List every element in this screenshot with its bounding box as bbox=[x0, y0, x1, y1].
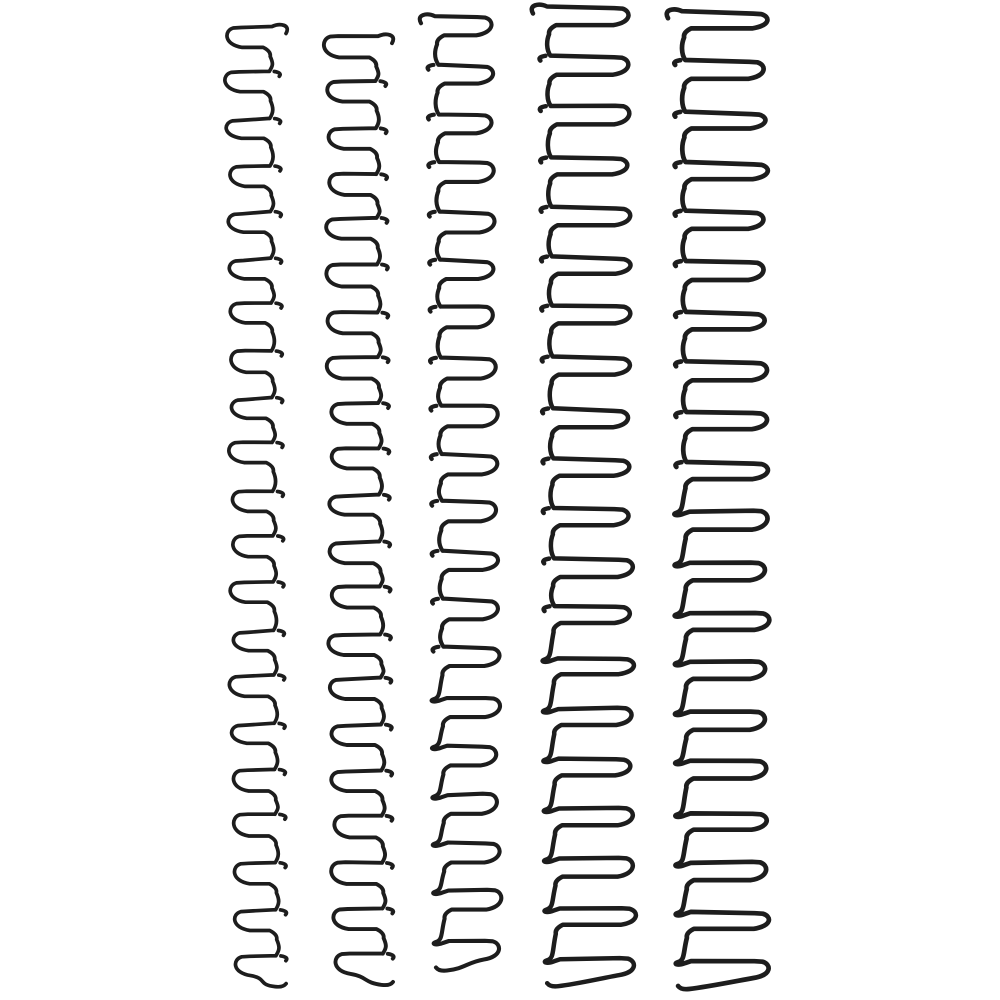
wire-comb-path bbox=[532, 5, 636, 987]
wire-comb-path bbox=[225, 25, 287, 987]
wire-comb-path bbox=[324, 34, 394, 985]
wire-binding-comb-1 bbox=[225, 25, 287, 987]
wire-binding-comb-4 bbox=[532, 5, 636, 987]
wire-binding-comb-2 bbox=[324, 34, 394, 985]
wire-comb-path bbox=[420, 14, 502, 970]
wire-comb-path bbox=[667, 9, 770, 989]
wire-binding-comb-3 bbox=[420, 14, 502, 970]
wire-binding-comb-5 bbox=[667, 9, 770, 989]
